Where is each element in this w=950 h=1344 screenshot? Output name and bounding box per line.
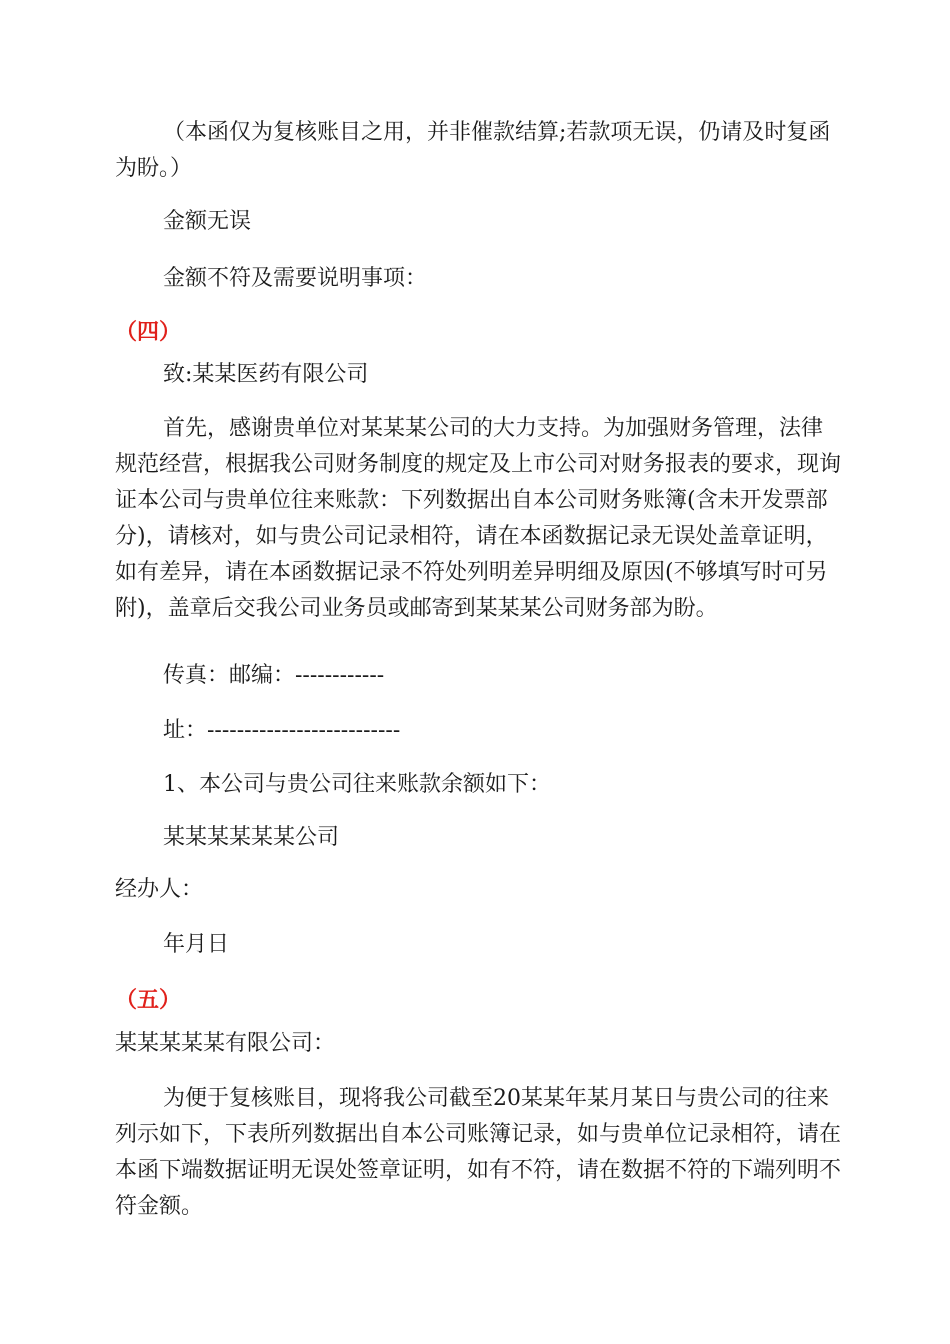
section-heading-4: （四）	[115, 319, 182, 345]
amount-mismatch-line: 金额不符及需要说明事项：	[163, 266, 428, 291]
address-line: 址：--------------------------	[163, 718, 401, 743]
handler-line: 经办人：	[115, 877, 204, 902]
amount-ok-line: 金额无误	[163, 209, 252, 234]
recipient-line-4: 致:某某医药有限公司	[163, 362, 369, 387]
recipient-line-5: 某某某某某有限公司：	[115, 1031, 336, 1056]
company-name-line: 某某某某某某公司	[163, 825, 340, 850]
body-paragraph-4: 首先，感谢贵单位对某某某公司的大力支持。为加强财务管理，法律规范经营，根据我公司财务制度的规定及上市公司对财务报表的要求，现询证本公司与贵单位往来账款：下列数据出自本公司财务账簿(含未开发票部分)，请核对，如与贵公司记录相符，请在本函数据记录无误处盖章证明，如有差异，请在本函数据记录不符处列明差异明细及原因(不够填写时可另附)，盖章后交我公司业务员或邮寄到某某某公司财务部为盼。	[115, 416, 842, 621]
body-paragraph-5: 为便于复核账目，现将我公司截至20某某年某月某日与贵公司的往来列示如下，下表所列数据出自本公司账簿记录，如与贵单位记录相符，请在本函下端数据证明无误处签章证明，如有不符，请在数据不符的下端列明不符金额。	[115, 1086, 842, 1219]
note-paragraph: （本函仅为复核账目之用，并非催款结算;若款项无误，仍请及时复函为盼。）	[115, 120, 831, 181]
date-line: 年月日	[163, 932, 230, 957]
section-heading-5: （五）	[115, 987, 182, 1013]
fax-postcode-line: 传真：邮编：------------	[163, 663, 385, 688]
balance-item-line: 1、本公司与贵公司往来账款余额如下：	[163, 772, 551, 797]
